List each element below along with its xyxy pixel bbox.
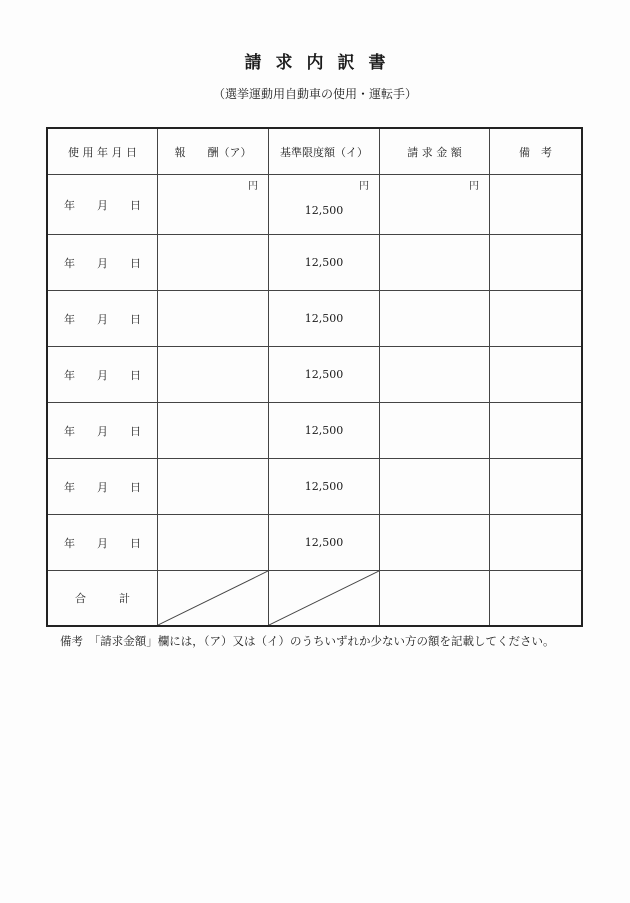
row-date[interactable]: 年 月 日 xyxy=(64,368,141,382)
header-remuneration: 報 酬（ア） xyxy=(174,145,252,159)
yen-unit: 円 xyxy=(359,181,369,192)
row-date[interactable]: 年 月 日 xyxy=(64,536,141,550)
document-title: 請求内訳書 xyxy=(244,53,400,73)
row-date[interactable]: 年 月 日 xyxy=(64,312,141,326)
remark-note: 備考 「請求金額」欄には，（ア）又は（イ）のうちいずれか少ない方の額を記載してください。 xyxy=(60,634,555,648)
row-date[interactable]: 年 月 日 xyxy=(64,424,141,438)
diagonal-strike xyxy=(158,571,268,625)
invoice-breakdown-table xyxy=(46,127,583,627)
diagonal-strike xyxy=(269,571,379,625)
header-standard-limit: 基準限度額（イ） xyxy=(280,145,368,159)
header-usage-date: 使 用 年 月 日 xyxy=(68,145,137,159)
row-limit: 12,500 xyxy=(304,256,344,269)
row-date[interactable]: 年 月 日 xyxy=(64,480,141,494)
row-limit: 12,500 xyxy=(304,204,344,217)
column-divider xyxy=(379,129,380,625)
row-date[interactable]: 年 月 日 xyxy=(64,198,141,212)
yen-unit: 円 xyxy=(248,181,258,192)
row-limit: 12,500 xyxy=(304,424,344,437)
row-limit: 12,500 xyxy=(304,368,344,381)
document-subtitle: （選挙運動用自動車の使用・運転手） xyxy=(212,87,417,101)
column-divider xyxy=(157,129,158,625)
row-limit: 12,500 xyxy=(304,312,344,325)
header-notes: 備 考 xyxy=(519,145,552,159)
total-label: 合 計 xyxy=(75,592,130,605)
row-limit: 12,500 xyxy=(304,480,344,493)
column-divider xyxy=(489,129,490,625)
yen-unit: 円 xyxy=(469,181,479,192)
row-limit: 12,500 xyxy=(304,536,344,549)
header-claim-amount: 請 求 金 額 xyxy=(407,145,462,159)
row-date[interactable]: 年 月 日 xyxy=(64,256,141,270)
